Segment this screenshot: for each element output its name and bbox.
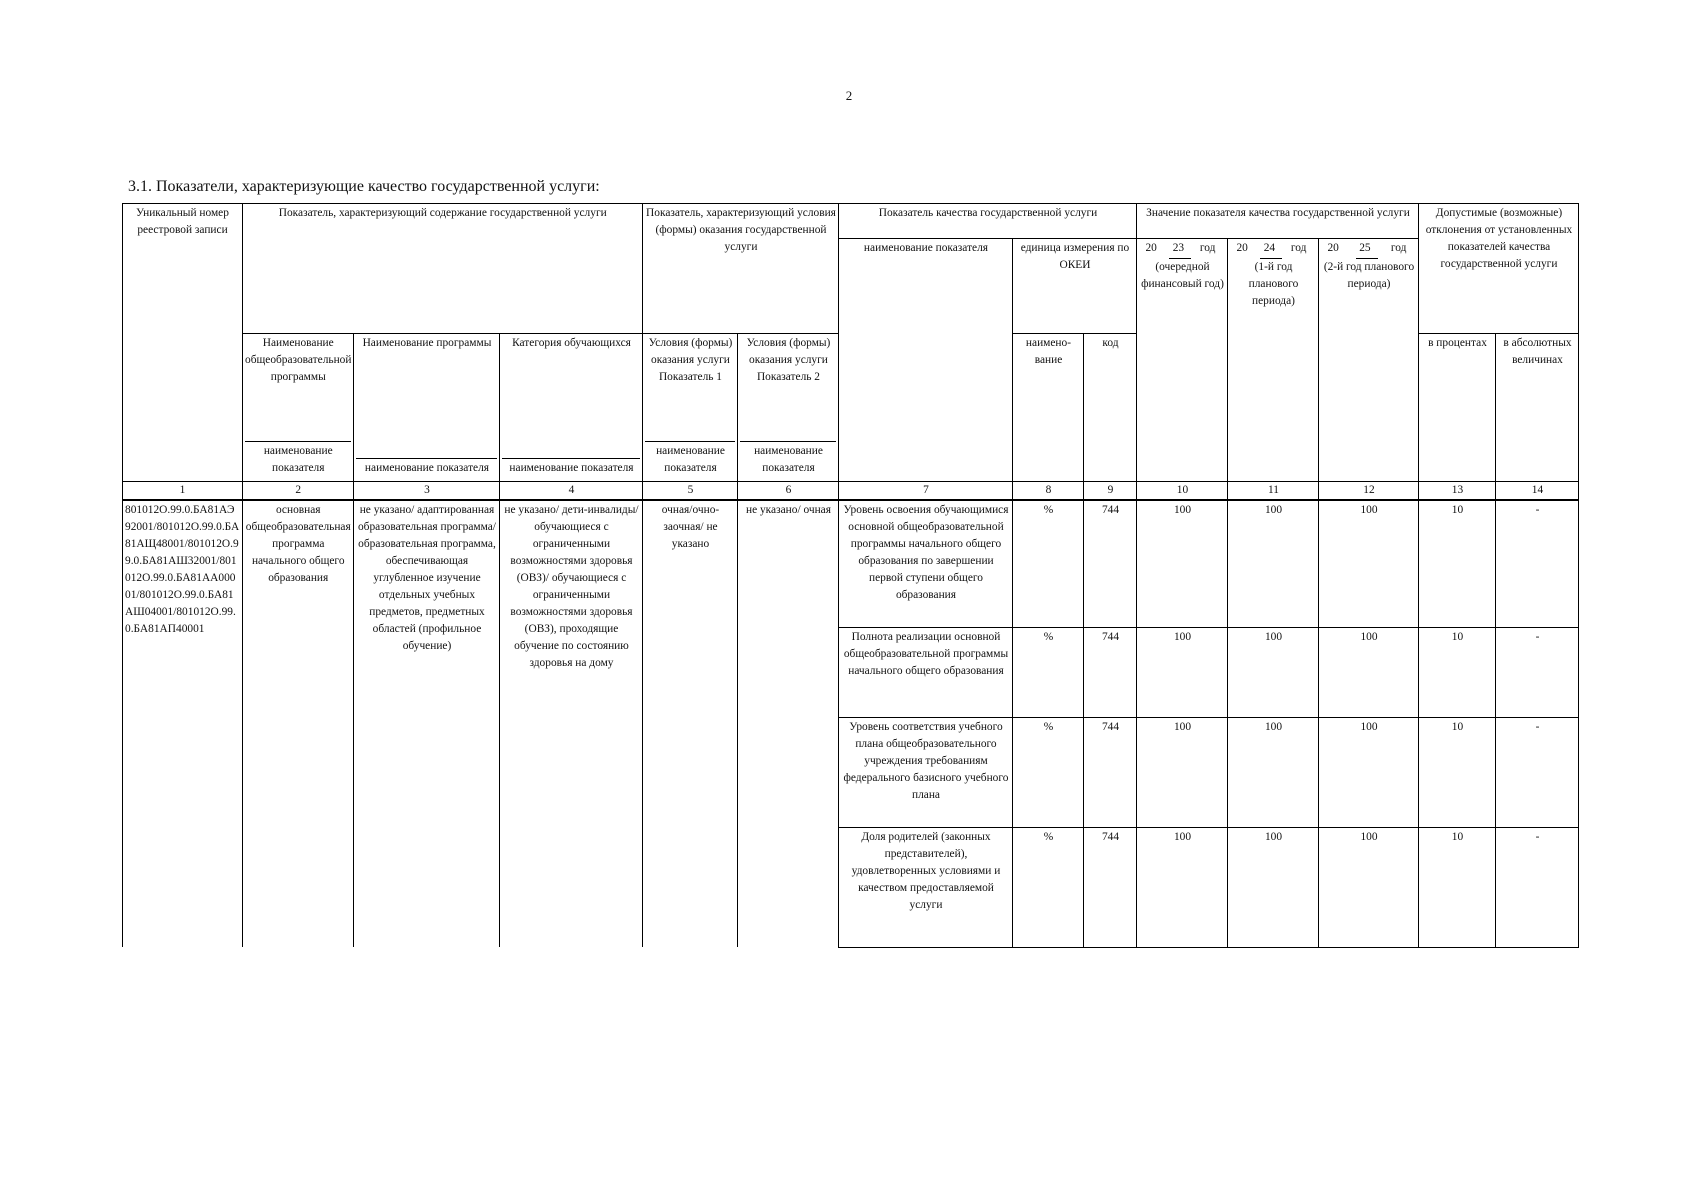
indicator-unit: % [1013,500,1084,627]
header-in-percent: в процентах [1419,334,1496,482]
deviation-percent: 10 [1419,500,1496,627]
header-content-indicator: Показатель, характеризующий содержание государственной услуги [243,204,643,334]
value-2024: 100 [1228,827,1319,947]
column-number: 4 [500,482,643,501]
column-number: 6 [738,482,839,501]
deviation-percent: 10 [1419,827,1496,947]
column-number: 11 [1228,482,1319,501]
indicator-code: 744 [1084,717,1137,827]
header-indicator-name: наименование показателя [839,239,1013,482]
column-number: 1 [123,482,243,501]
registry-number: 801012О.99.0.БА81АЭ92001/801012О.99.0.БА81АЩ48001/801012О.99.0.БА81АШ32001/801012О.99.0.БА81АА00001/801012О.99.0.БА81АШ04001/801012О.99.0.БА81АП40001 [123,500,243,947]
quality-indicators-table [122,203,1579,948]
deviation-absolute: - [1496,500,1579,627]
header-year-2025: 20 25 год (2-й год планового периода) [1319,239,1419,482]
header-program-name: Наименование программы наименование показателя [354,334,500,482]
student-category-value: не указано/ дети-инвалиды/обучающиеся с ограниченными возможностями здоровья (ОВЗ)/ обучающиеся с ограниченными возможностями здоровья (ОВЗ), проходящие обучение по состоянию здоровья на дому [500,500,643,947]
deviation-absolute: - [1496,717,1579,827]
header-year-2024: 20 24 год (1-й год планового периода) [1228,239,1319,482]
value-2023: 100 [1137,627,1228,717]
indicator-name: Доля родителей (законных представителей), удовлетворенных условиями и качеством предоставляемой услуги [839,827,1013,947]
column-number: 14 [1496,482,1579,501]
column-number: 13 [1419,482,1496,501]
header-unique-number: Уникальный номер реестровой записи [123,204,243,482]
program-type-value: основная общеобразовательная программа начального общего образования [243,500,354,947]
deviation-absolute: - [1496,827,1579,947]
header-in-absolute: в абсолютных величинах [1496,334,1579,482]
indicator-code: 744 [1084,627,1137,717]
indicator-name: Уровень соответствия учебного плана общеобразовательного учреждения требованиям федерального базисного учебного плана [839,717,1013,827]
value-2023: 100 [1137,717,1228,827]
value-2024: 100 [1228,500,1319,627]
header-unit-code: код [1084,334,1137,482]
value-2023: 100 [1137,500,1228,627]
table-row [123,500,1579,627]
condition-2-value: не указано/ очная [738,500,839,947]
value-2025: 100 [1319,627,1419,717]
header-condition-1: Условия (формы) оказания услуги Показатель 1 наименование показателя [643,334,738,482]
value-2025: 100 [1319,717,1419,827]
indicator-name: Уровень освоения обучающимися основной общеобразовательной программы начального общего образования по завершении первой ступени общего образования [839,500,1013,627]
program-name-value: не указано/ адаптированная образовательная программа/ образовательная программа, обеспечивающая углубленное изучение отдельных учебных предметов, предметных областей (профильное обучение) [354,500,500,947]
deviation-percent: 10 [1419,627,1496,717]
indicator-code: 744 [1084,500,1137,627]
header-unit-name: наимено-вание [1013,334,1084,482]
column-number: 9 [1084,482,1137,501]
column-number: 12 [1319,482,1419,501]
value-2025: 100 [1319,827,1419,947]
header-program-type: Наименование общеобразовательной программы наименование показателя [243,334,354,482]
indicator-unit: % [1013,827,1084,947]
column-number: 3 [354,482,500,501]
value-2024: 100 [1228,717,1319,827]
column-number: 7 [839,482,1013,501]
header-condition-2: Условия (формы) оказания услуги Показатель 2 наименование показателя [738,334,839,482]
indicator-name: Полнота реализации основной общеобразовательной программы начального общего образования [839,627,1013,717]
column-number: 2 [243,482,354,501]
header-year-2023: 20 23 год (очередной финансовый год) [1137,239,1228,482]
header-conditions-indicator: Показатель, характеризующий условия (формы) оказания государственной услуги [643,204,839,334]
column-number: 8 [1013,482,1084,501]
indicator-unit: % [1013,717,1084,827]
section-title: 3.1. Показатели, характеризующие качество государственной услуги: [128,178,600,195]
deviation-percent: 10 [1419,717,1496,827]
header-deviation-group: Допустимые (возможные) отклонения от установленных показателей качества государственной услуги [1419,204,1579,334]
header-value-group: Значение показателя качества государственной услуги [1137,204,1419,239]
indicator-code: 744 [1084,827,1137,947]
column-number: 10 [1137,482,1228,501]
column-number: 5 [643,482,738,501]
value-2023: 100 [1137,827,1228,947]
indicator-unit: % [1013,627,1084,717]
value-2024: 100 [1228,627,1319,717]
column-number-row [123,482,1579,501]
deviation-absolute: - [1496,627,1579,717]
value-2025: 100 [1319,500,1419,627]
condition-1-value: очная/очно-заочная/ не указано [643,500,738,947]
header-quality-indicator: Показатель качества государственной услуги [839,204,1137,239]
header-okei-unit: единица измерения по ОКЕИ [1013,239,1137,334]
page-number: 2 [845,88,853,103]
header-student-category: Категория обучающихся наименование показателя [500,334,643,482]
